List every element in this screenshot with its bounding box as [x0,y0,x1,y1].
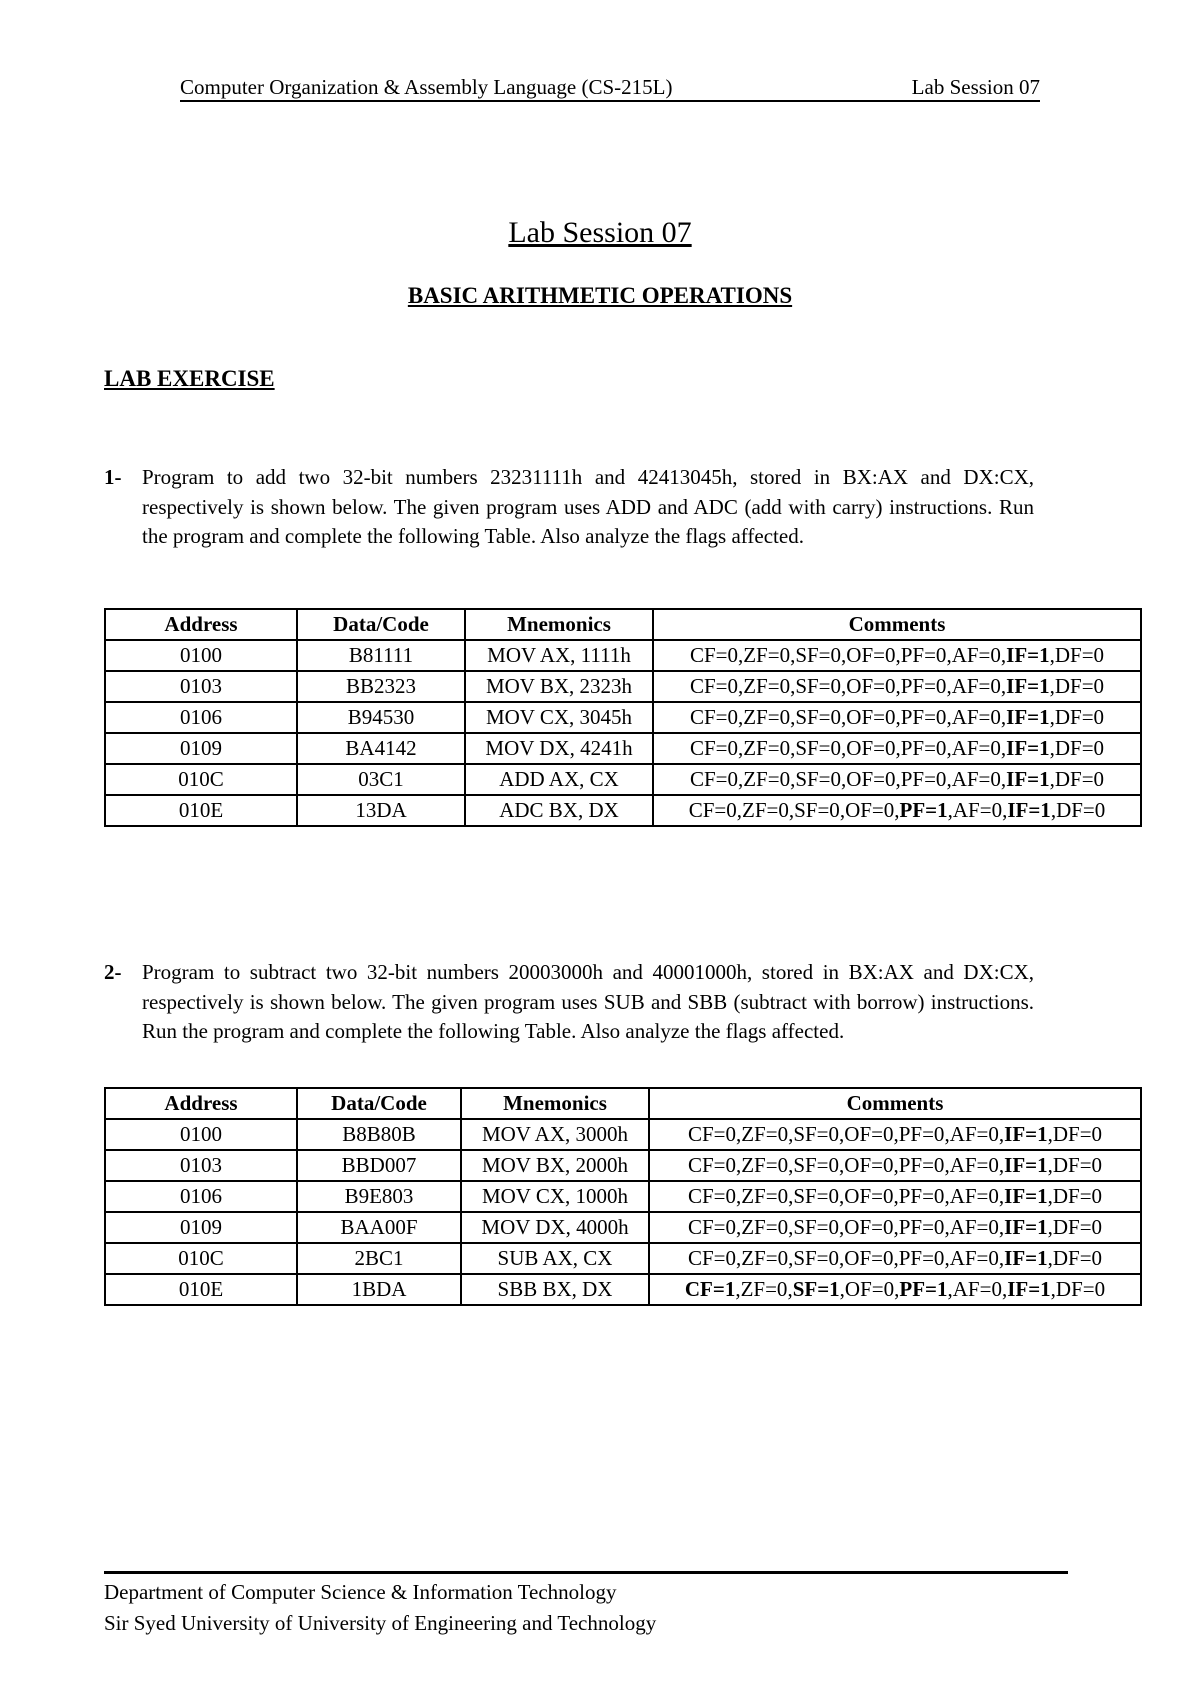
address-cell: 0100 [105,640,297,671]
flag-value: AF=0 [951,767,1001,791]
address-cell: 010E [105,1274,297,1305]
table-row [105,1274,1141,1305]
page-subtitle: BASIC ARITHMETIC OPERATIONS [407,283,793,308]
flag-value: AF=0 [949,1215,999,1239]
mnemonic-cell: MOV CX, 3045h [465,702,653,733]
flag-value: CF=0 [687,1122,736,1146]
flag-value: DF=0 [1056,798,1106,822]
flag-value: PF=0 [898,1184,945,1208]
col-data-code: Data/Code [297,609,465,640]
flag-value: OF=0 [844,1277,895,1301]
flag-value: PF=0 [900,705,947,729]
flag-value: CF=0 [689,767,738,791]
flags-comment-cell: CF=1,ZF=0,SF=1,OF=0,PF=1,AF=0,IF=1,DF=0 [649,1274,1141,1305]
flag-value: PF=0 [900,767,947,791]
mnemonic-cell: MOV AX, 1111h [465,640,653,671]
table-row [105,733,1141,764]
address-cell: 010E [105,795,297,826]
flags-comment-cell: CF=0,ZF=0,SF=0,OF=0,PF=0,AF=0,IF=1,DF=0 [653,671,1141,702]
table-row [105,1243,1141,1274]
flag-value: SF=0 [793,1153,840,1177]
table-header-row [105,609,1141,640]
flag-value: ZF=0 [742,798,789,822]
data-code-cell: BB2323 [297,671,465,702]
footer-university: Sir Syed University of University of Engineering and Technology [104,1611,657,1635]
mnemonic-cell: ADC BX, DX [465,795,653,826]
table-row [105,1181,1141,1212]
flag-value: AF=0 [951,736,1001,760]
flag-value: DF=0 [1054,705,1105,729]
address-cell: 0103 [105,1150,297,1181]
flag-value: PF=0 [900,736,947,760]
data-code-cell: 2BC1 [297,1243,461,1274]
flag-value: PF=1 [899,1277,948,1301]
flag-value: OF=0 [845,798,895,822]
flag-value: ZF=0 [743,674,791,698]
flag-value: PF=0 [898,1246,945,1270]
flag-value: CF=0 [689,705,738,729]
flag-value: OF=0 [846,643,896,667]
flag-value: PF=0 [900,643,947,667]
data-code-cell: BAA00F [297,1212,461,1243]
flag-value: IF=1 [1004,1184,1048,1208]
flag-value: SF=0 [795,674,842,698]
flag-value: PF=0 [900,674,947,698]
data-code-cell: B8B80B [297,1119,461,1150]
flags-comment-cell: CF=0,ZF=0,SF=0,OF=0,PF=1,AF=0,IF=1,DF=0 [653,795,1141,826]
flag-value: DF=0 [1054,674,1105,698]
flags-comment-cell: CF=0,ZF=0,SF=0,OF=0,PF=0,AF=0,IF=1,DF=0 [653,764,1141,795]
flags-comment-cell: CF=0,ZF=0,SF=0,OF=0,PF=0,AF=0,IF=1,DF=0 [649,1212,1141,1243]
flag-value: CF=0 [687,1184,736,1208]
flag-value: ZF=0 [740,1277,788,1301]
flag-value: IF=1 [1006,767,1050,791]
flag-value: ZF=0 [743,705,791,729]
mnemonic-cell: SUB AX, CX [461,1243,649,1274]
mnemonic-cell: SBB BX, DX [461,1274,649,1305]
address-cell: 0100 [105,1119,297,1150]
flag-value: IF=1 [1004,1153,1048,1177]
data-code-cell: 13DA [297,795,465,826]
flag-value: ZF=0 [741,1184,789,1208]
flag-value: SF=0 [795,736,842,760]
mnemonic-cell: ADD AX, CX [465,764,653,795]
flag-value: OF=0 [846,767,896,791]
col-mnemonics: Mnemonics [461,1088,649,1119]
flag-value: OF=0 [844,1184,894,1208]
address-cell: 010C [105,764,297,795]
flag-value: PF=1 [899,798,948,822]
flag-value: SF=0 [795,767,842,791]
flag-value: IF=1 [1006,674,1050,698]
flags-comment-cell: CF=0,ZF=0,SF=0,OF=0,PF=0,AF=0,IF=1,DF=0 [653,640,1141,671]
flag-value: IF=1 [1006,705,1050,729]
address-cell: 0106 [105,702,297,733]
mnemonic-cell: MOV BX, 2323h [465,671,653,702]
col-comments: Comments [649,1088,1141,1119]
flag-value: CF=0 [688,798,737,822]
exercise-1-number: 1- [104,465,122,489]
flag-value: DF=0 [1054,643,1105,667]
table-exercise-2 [104,1087,1142,1306]
flag-value: ZF=0 [743,643,791,667]
flag-value: OF=0 [846,736,896,760]
flag-value: DF=0 [1052,1122,1103,1146]
flag-value: AF=0 [949,1153,999,1177]
data-code-cell: BBD007 [297,1150,461,1181]
flag-value: AF=0 [951,674,1001,698]
flag-value: IF=1 [1007,798,1051,822]
data-code-cell: B9E803 [297,1181,461,1212]
flag-value: ZF=0 [743,767,791,791]
flag-value: IF=1 [1004,1246,1048,1270]
flag-value: ZF=0 [743,736,791,760]
mnemonic-cell: MOV BX, 2000h [461,1150,649,1181]
flag-value: DF=0 [1052,1246,1103,1270]
flag-value: OF=0 [844,1246,894,1270]
flag-value: CF=0 [687,1215,736,1239]
col-comments: Comments [653,609,1141,640]
flags-comment-cell: CF=0,ZF=0,SF=0,OF=0,PF=0,AF=0,IF=1,DF=0 [653,702,1141,733]
flag-value: SF=0 [794,798,840,822]
exercise-2-text: Program to subtract two 32-bit numbers 20003000h and 40001000h, stored in BX:AX and DX:CX, respectively is shown below. The given program uses SUB and SBB (subtract with borrow) instructions. Run the program and complete the following Table. Also analyze the flags affected. [142,960,1034,1043]
col-address: Address [105,609,297,640]
table-header-row [105,1088,1141,1119]
col-mnemonics: Mnemonics [465,609,653,640]
flag-value: DF=0 [1052,1184,1103,1208]
address-cell: 0106 [105,1181,297,1212]
flags-comment-cell: CF=0,ZF=0,SF=0,OF=0,PF=0,AF=0,IF=1,DF=0 [649,1181,1141,1212]
flag-value: IF=1 [1006,643,1050,667]
data-code-cell: B94530 [297,702,465,733]
flag-value: AF=0 [951,705,1001,729]
exercise-2 [104,958,1034,1047]
data-code-cell: B81111 [297,640,465,671]
flag-value: AF=0 [949,1122,999,1146]
address-cell: 0109 [105,1212,297,1243]
flag-value: DF=0 [1054,736,1105,760]
flag-value: ZF=0 [741,1153,789,1177]
data-code-cell: BA4142 [297,733,465,764]
table-row [105,764,1141,795]
flag-value: DF=0 [1052,1215,1103,1239]
flag-value: SF=0 [793,1215,840,1239]
flag-value: SF=1 [792,1277,840,1301]
flag-value: IF=1 [1004,1122,1048,1146]
mnemonic-cell: MOV DX, 4241h [465,733,653,764]
exercise-2-number: 2- [104,960,122,984]
flag-value: IF=1 [1004,1215,1048,1239]
flag-value: SF=0 [795,643,842,667]
page-title: Lab Session 07 [508,216,692,249]
flag-value: AF=0 [952,1277,1002,1301]
flag-value: CF=0 [689,674,738,698]
flags-comment-cell: CF=0,ZF=0,SF=0,OF=0,PF=0,AF=0,IF=1,DF=0 [649,1119,1141,1150]
flag-value: SF=0 [795,705,842,729]
flag-value: CF=0 [689,643,738,667]
section-heading: LAB EXERCISE [104,366,275,391]
mnemonic-cell: MOV CX, 1000h [461,1181,649,1212]
flag-value: AF=0 [952,798,1003,822]
table-row [105,795,1141,826]
table-row [105,702,1141,733]
footer-department: Department of Computer Science & Information Technology [104,1580,617,1604]
flag-value: ZF=0 [741,1215,789,1239]
flag-value: IF=1 [1007,1277,1051,1301]
flags-comment-cell: CF=0,ZF=0,SF=0,OF=0,PF=0,AF=0,IF=1,DF=0 [649,1150,1141,1181]
table-row [105,640,1141,671]
table-row [105,1212,1141,1243]
exercise-1-text: Program to add two 32-bit numbers 23231111h and 42413045h, stored in BX:AX and DX:CX, respectively is shown below. The given program uses ADD and ADC (add with carry) instructions. Run the program and complete the following Table. Also analyze the flags affected. [142,465,1034,548]
flag-value: CF=0 [687,1246,736,1270]
table-row [105,1119,1141,1150]
mnemonic-cell: MOV AX, 3000h [461,1119,649,1150]
header-session: Lab Session 07 [911,75,1040,99]
mnemonic-cell: MOV DX, 4000h [461,1212,649,1243]
flag-value: SF=0 [793,1246,840,1270]
flag-value: IF=1 [1006,736,1050,760]
flags-comment-cell: CF=0,ZF=0,SF=0,OF=0,PF=0,AF=0,IF=1,DF=0 [649,1243,1141,1274]
address-cell: 0103 [105,671,297,702]
page-header [180,74,1040,102]
flag-value: PF=0 [898,1122,945,1146]
flag-value: AF=0 [951,643,1001,667]
exercise-1 [104,463,1034,552]
flag-value: OF=0 [844,1153,894,1177]
flag-value: DF=0 [1054,767,1105,791]
flag-value: CF=0 [687,1153,736,1177]
flag-value: CF=1 [684,1277,736,1301]
flag-value: PF=0 [898,1215,945,1239]
address-cell: 0109 [105,733,297,764]
flag-value: SF=0 [793,1122,840,1146]
flag-value: AF=0 [949,1184,999,1208]
flag-value: SF=0 [793,1184,840,1208]
flag-value: PF=0 [898,1153,945,1177]
header-course-title: Computer Organization & Assembly Language (CS-215L) [180,75,673,99]
flag-value: DF=0 [1055,1277,1106,1301]
flag-value: AF=0 [949,1246,999,1270]
flag-value: OF=0 [844,1122,894,1146]
col-data-code: Data/Code [297,1088,461,1119]
flag-value: ZF=0 [741,1122,789,1146]
footer-divider [104,1571,1068,1574]
flag-value: DF=0 [1052,1153,1103,1177]
flag-value: CF=0 [689,736,738,760]
flags-comment-cell: CF=0,ZF=0,SF=0,OF=0,PF=0,AF=0,IF=1,DF=0 [653,733,1141,764]
flag-value: OF=0 [844,1215,894,1239]
col-address: Address [105,1088,297,1119]
table-row [105,1150,1141,1181]
flag-value: OF=0 [846,674,896,698]
table-exercise-1 [104,608,1142,827]
table-row [105,671,1141,702]
data-code-cell: 1BDA [297,1274,461,1305]
flag-value: OF=0 [846,705,896,729]
flag-value: ZF=0 [741,1246,789,1270]
address-cell: 010C [105,1243,297,1274]
data-code-cell: 03C1 [297,764,465,795]
